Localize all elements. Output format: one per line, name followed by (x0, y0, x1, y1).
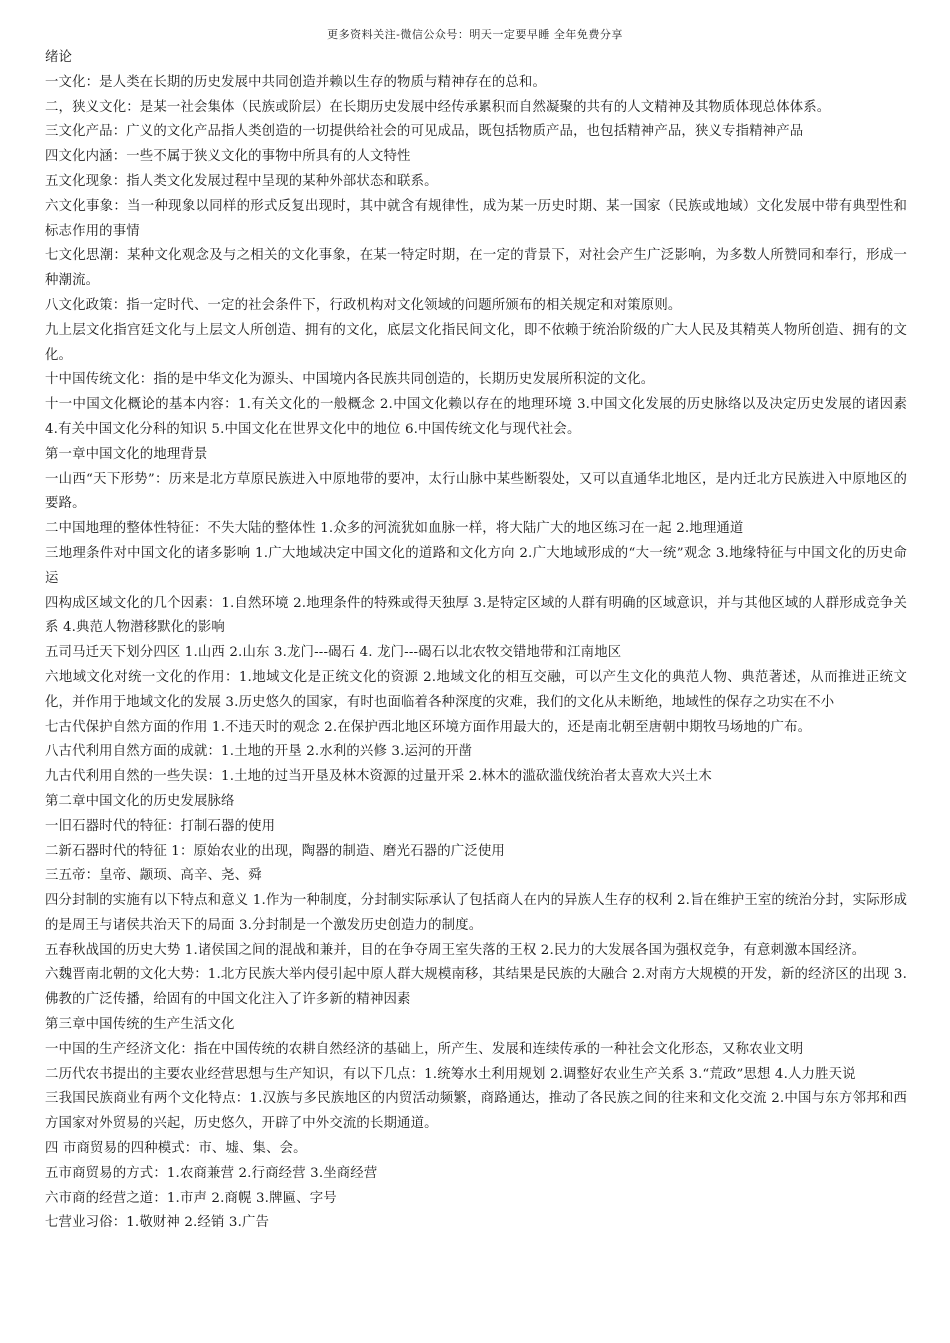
paragraph: 四 市商贸易的四种模式：市、墟、集、会。 (45, 1141, 307, 1157)
page-header: 更多资料关注-微信公众号：明天一定要早睡 全年免费分享 (327, 28, 623, 41)
paragraph: 八文化政策：指一定时代、一定的社会条件下，行政机构对文化领域的问题所颁布的相关规定和对策原则。 (45, 297, 682, 313)
paragraph: 一山西“天下形势”：历来是北方草原民族进入中原地带的要冲，太行山脉中某些断裂处，又可以直通华北地区，是内迁北方民族进入中原地区的要路。 (45, 471, 907, 512)
document-body (45, 46, 907, 1236)
chapter-heading: 第一章中国文化的地理背景 (45, 446, 208, 462)
paragraph: 五市商贸易的方式：1.农商兼营 2.行商经营 3.坐商经营 (45, 1165, 378, 1181)
paragraph: 五司马迁天下划分四区 1.山西 2.山东 3.龙门---碣石 4. 龙门---碣石以北农牧交错地带和江南地区 (45, 645, 622, 661)
paragraph: 七古代保护自然方面的作用 1.不违天时的观念 2.在保护西北地区环境方面作用最大的，还是南北朝至唐朝中期牧马场地的广布。 (45, 719, 812, 735)
paragraph: 三地理条件对中国文化的诸多影响 1.广大地域决定中国文化的道路和文化方向 2.广大地域形成的“大一统”观念 3.地缘特征与中国文化的历史命运 (45, 545, 907, 586)
paragraph: 八古代利用自然方面的成就：1.土地的开垦 2.水利的兴修 3.运河的开凿 (45, 744, 473, 760)
paragraph: 三五帝：皇帝、颛顼、高辛、尧、舜 (45, 868, 262, 884)
paragraph: 七文化思潮：某种文化观念及与之相关的文化事象，在某一特定时期，在一定的背景下，对社会产生广泛影响，为多数人所赞同和奉行，形成一种潮流。 (45, 248, 907, 289)
paragraph: 四文化内涵：一些不属于狭义文化的事物中所具有的人文特性 (45, 149, 411, 165)
paragraph: 六市商的经营之道：1.市声 2.商幌 3.牌匾、字号 (45, 1190, 337, 1206)
paragraph: 二，狭义文化：是某一社会集体（民族或阶层）在长期历史发展中经传承累积而自然凝聚的共有的人文精神及其物质体现总体体系。 (45, 99, 831, 115)
paragraph: 二中国地理的整体性特征：不失大陆的整体性 1.众多的河流犹如血脉一样，将大陆广大的地区练习在一起 2.地理通道 (45, 521, 744, 537)
paragraph: 六魏晋南北朝的文化大势：1.北方民族大举内侵引起中原人群大规模南移，其结果是民族的大融合 2.对南方大规模的开发，新的经济区的出现 3.佛教的广泛传播，给固有的中国文化注入了许多新的精神因素 (45, 967, 907, 1008)
paragraph: 六地域文化对统一文化的作用：1.地域文化是正统文化的资源 2.地域文化的相互交融，可以产生文化的典范人物、典范著述，从而推进正统文化，并作用于地域文化的发展 3.历史悠久的国家，有时也面临着各种深度的灾难，我们的文化从未断绝，地域性的保存之功实在不小 (45, 669, 907, 710)
paragraph: 五文化现象：指人类文化发展过程中呈现的某种外部状态和联系。 (45, 173, 438, 189)
paragraph: 九古代利用自然的一些失误：1.土地的过当开垦及林木资源的过量开采 2.林木的滥砍滥伐统治者太喜欢大兴土木 (45, 769, 712, 785)
paragraph: 二历代农书提出的主要农业经营思想与生产知识，有以下几点：1.统筹水土利用规划 2.调整好农业生产关系 3.“荒政”思想 4.人力胜天说 (45, 1066, 856, 1082)
paragraph: 一旧石器时代的特征：打制石器的使用 (45, 818, 276, 834)
paragraph: 七营业习俗：1.敬财神 2.经销 3.广告 (45, 1215, 270, 1231)
paragraph: 四分封制的实施有以下特点和意义 1.作为一种制度，分封制实际承认了包括商人在内的异族人生存的权利 2.旨在维护王室的统治分封，实际形成的是周王与诸侯共治天下的局面 3.分封制是一个激发历史创造力的制度。 (45, 893, 907, 933)
paragraph: 四构成区域文化的几个因素：1.自然环境 2.地理条件的特殊或得天独厚 3.是特定区域的人群有明确的区域意识，并与其他区域的人群形成竞争关系 4.典范人物潜移默化的影响 (45, 595, 907, 636)
paragraph: 六文化事象：当一种现象以同样的形式反复出现时，其中就含有规律性，成为某一历史时期、某一国家（民族或地域）文化发展中带有典型性和标志作用的事情 (45, 198, 907, 239)
chapter-heading: 第三章中国传统的生产生活文化 (45, 1017, 235, 1033)
paragraph: 九上层文化指宫廷文化与上层文人所创造、拥有的文化，底层文化指民间文化，即不依赖于统治阶级的广大人民及其精英人物所创造、拥有的文化。 (45, 322, 907, 363)
paragraph: 二新石器时代的特征 1：原始农业的出现，陶器的制造、磨光石器的广泛使用 (45, 843, 505, 859)
paragraph: 十一中国文化概论的基本内容：1.有关文化的一般概念 2.中国文化赖以存在的地理环境 3.中国文化发展的历史脉络以及决定历史发展的诸因素 4.有关中国文化分科的知识 5.中国文化在世界文化中的地位 6.中国传统文化与现代社会。 (45, 397, 907, 437)
heading-intro: 绪论 (45, 50, 73, 65)
paragraph: 三文化产品：广义的文化产品指人类创造的一切提供给社会的可见成品，既包括物质产品，也包括精神产品，狭义专指精神产品 (45, 124, 804, 140)
paragraph: 五春秋战国的历史大势 1.诸侯国之间的混战和兼并，目的在争夺周王室失落的王权 2.民力的大发展各国为强权竞争，有意刺激本国经济。 (45, 942, 866, 958)
paragraph: 十中国传统文化：指的是中华文化为源头、中国境内各民族共同创造的，长期历史发展所积淀的文化。 (45, 372, 655, 388)
paragraph: 一中国的生产经济文化：指在中国传统的农耕自然经济的基础上，所产生、发展和连续传承的一种社会文化形态，又称农业文明 (45, 1041, 804, 1057)
chapter-heading: 第二章中国文化的历史发展脉络 (45, 793, 235, 809)
paragraph: 一文化：是人类在长期的历史发展中共同创造并赖以生存的物质与精神存在的总和。 (45, 74, 547, 90)
paragraph: 三我国民族商业有两个文化特点：1.汉族与多民族地区的内贸活动频繁，商路通达，推动了各民族之间的往来和文化交流 2.中国与东方邻邦和西方国家对外贸易的兴起，历史悠久，开辟了中外交流的长期通道。 (45, 1091, 907, 1132)
